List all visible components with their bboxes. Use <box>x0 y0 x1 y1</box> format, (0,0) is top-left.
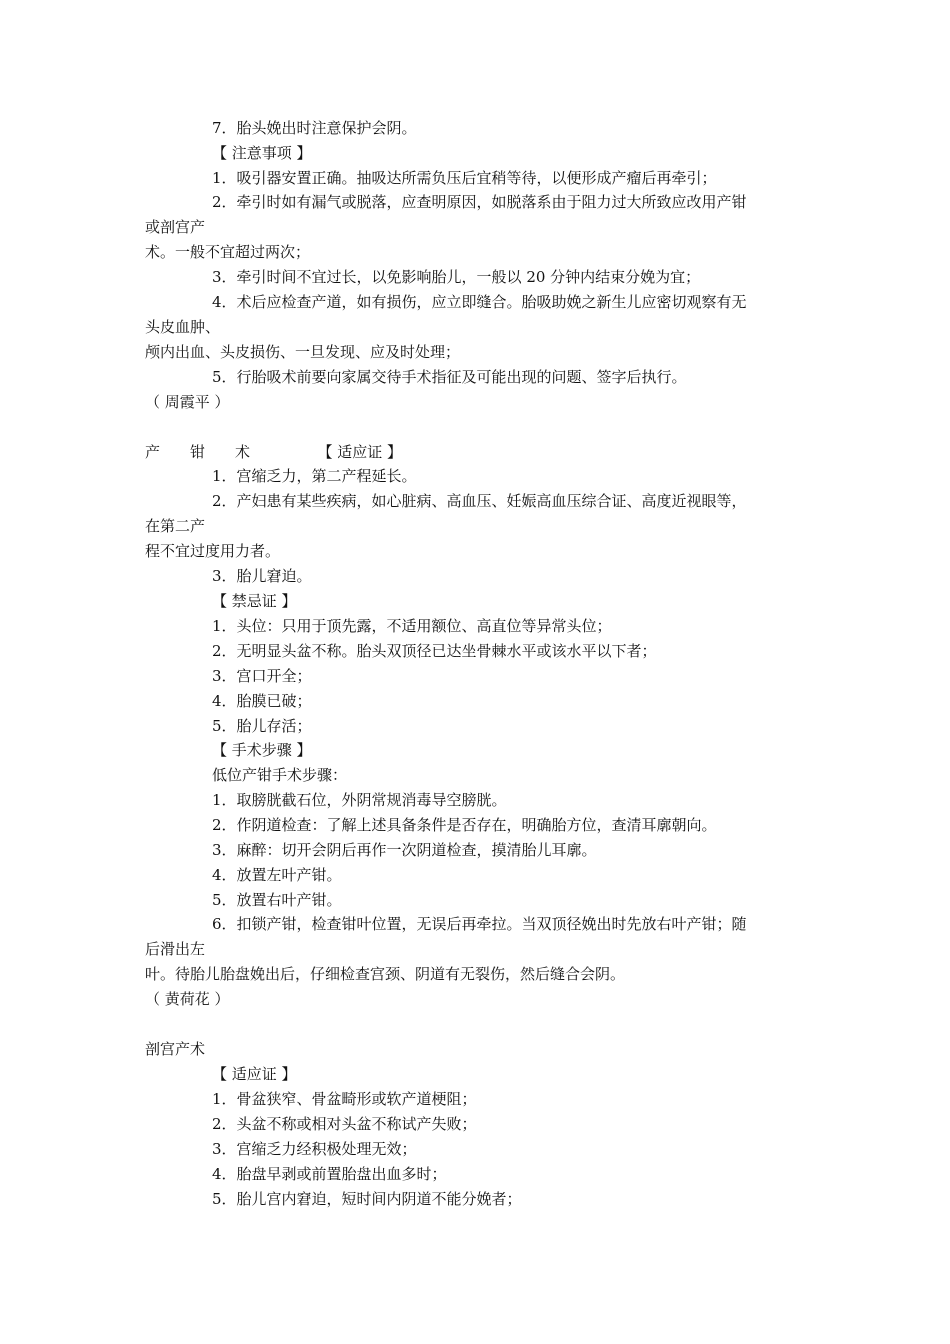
section-heading: 【 禁忌证 】 <box>212 592 297 610</box>
text-line: 7．胎头娩出时注意保护会阴。 <box>212 119 417 137</box>
section-heading: 【 注意事项 】 <box>212 144 312 162</box>
text-line: 或剖宫产 <box>145 218 206 236</box>
text-line: 颅内出血、头皮损伤、一旦发现、应及时处理； <box>145 343 461 361</box>
section-title: 产 钳 术 【 适应证 】 <box>145 443 403 461</box>
text-line: 程不宜过度用力者。 <box>145 542 281 560</box>
text-line: 4．胎膜已破； <box>212 692 312 710</box>
author-credit: （ 周霞平 ） <box>145 393 230 411</box>
section-heading: 【 手术步骤 】 <box>212 741 312 759</box>
text-line: 在第二产 <box>145 517 206 535</box>
text-line: 1．头位：只用于顶先露，不适用额位、高直位等异常头位； <box>212 617 612 635</box>
text-line: 头皮血肿、 <box>145 318 221 336</box>
text-line: 1．骨盆狭窄、骨盆畸形或软产道梗阻； <box>212 1090 477 1108</box>
section-title: 剖宫产术 <box>145 1040 206 1058</box>
text-line: 2．无明显头盆不称。胎头双顶径已达坐骨棘水平或该水平以下者； <box>212 642 657 660</box>
text-line: 4．放置左叶产钳。 <box>212 866 342 884</box>
text-line: 3．麻醉：切开会阴后再作一次阴道检查，摸清胎儿耳廓。 <box>212 841 597 859</box>
text-line: 2．头盆不称或相对头盆不称试产失败； <box>212 1115 477 1133</box>
text-line: 4．胎盘早剥或前置胎盘出血多时； <box>212 1165 447 1183</box>
text-line: 术。一般不宜超过两次； <box>145 243 311 261</box>
text-line: 2．作阴道检查：了解上述具备条件是否存在，明确胎方位，查清耳廓朝向。 <box>212 816 717 834</box>
section-heading: 【 适应证 】 <box>212 1065 297 1083</box>
text-line: 后滑出左 <box>145 940 206 958</box>
author-credit: （ 黄荷花 ） <box>145 990 230 1008</box>
text-line: 4．术后应检查产道，如有损伤，应立即缝合。胎吸助娩之新生儿应密切观察有无 <box>212 293 747 311</box>
text-line: 1．吸引器安置正确。抽吸达所需负压后宜稍等待，以便形成产瘤后再牵引； <box>212 169 717 187</box>
text-line: 1．宫缩乏力，第二产程延长。 <box>212 467 417 485</box>
text-line: 3．胎儿窘迫。 <box>212 567 312 585</box>
text-line: 3．宫缩乏力经积极处理无效； <box>212 1140 417 1158</box>
text-line: 2．牵引时如有漏气或脱落，应查明原因，如脱落系由于阻力过大所致应改用产钳 <box>212 193 747 211</box>
text-line: 5．胎儿宫内窘迫，短时间内阴道不能分娩者； <box>212 1190 522 1208</box>
text-line: 6．扣锁产钳，检查钳叶位置，无误后再牵拉。当双顶径娩出时先放右叶产钳；随 <box>212 915 747 933</box>
text-line: 1．取膀胱截石位，外阴常规消毒导空膀胱。 <box>212 791 507 809</box>
text-line: 5．胎儿存活； <box>212 717 312 735</box>
text-line: 低位产钳手术步骤： <box>212 766 348 784</box>
text-line: 5．行胎吸术前要向家属交待手术指征及可能出现的问题、签字后执行。 <box>212 368 687 386</box>
text-line: 3．宫口开全； <box>212 667 312 685</box>
text-line: 叶。待胎儿胎盘娩出后，仔细检查宫颈、阴道有无裂伤，然后缝合会阴。 <box>145 965 626 983</box>
text-line: 3．牵引时间不宜过长，以免影响胎儿，一般以 20 分钟内结束分娩为宜； <box>212 268 701 286</box>
text-line: 5．放置右叶产钳。 <box>212 891 342 909</box>
text-line: 2．产妇患有某些疾病，如心脏病、高血压、妊娠高血压综合证、高度近视眼等， <box>212 492 747 510</box>
